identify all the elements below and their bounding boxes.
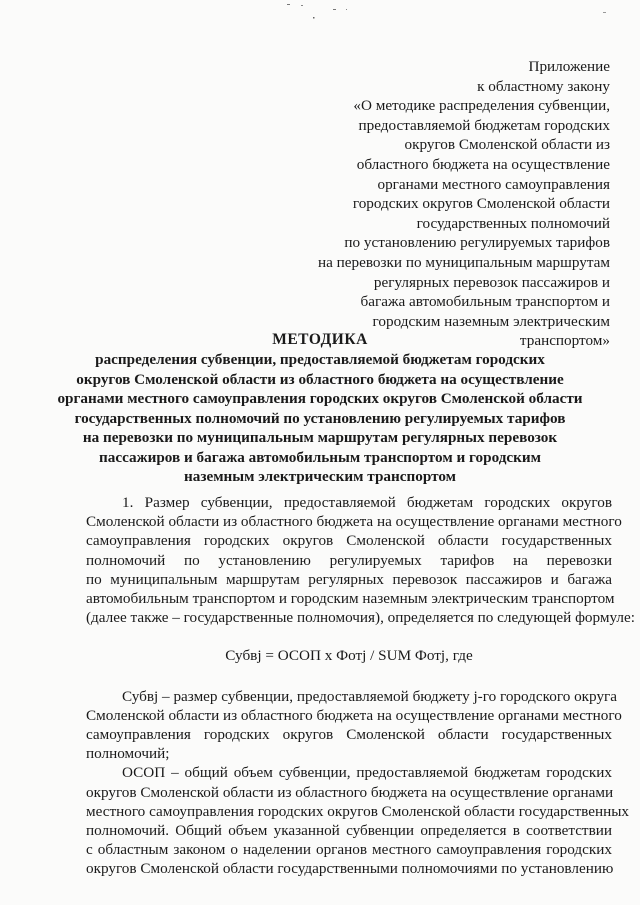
paragraph-osop-definition [86, 763, 630, 878]
body-line: округов Смоленской области государственными полномочиями по установлению [86, 860, 614, 878]
body-line: полномочий; [86, 745, 170, 763]
appendix-line: транспортом» [519, 332, 610, 350]
scan-specks [0, 0, 640, 40]
appendix-line: к областному закону [477, 77, 610, 95]
subtitle-line: пассажиров и багажа автомобильным транспортом и городским [98, 448, 542, 466]
body-line: ОСОП – общий объем субвенции, предоставляемой бюджетам городских [122, 764, 612, 782]
body-line: округов Смоленской области из областного бюджета на осуществление органами [86, 783, 614, 801]
appendix-line: регулярных перевозок пассажиров и [373, 273, 610, 291]
body-line: с областным законом о наделении органов местного самоуправления городских [86, 841, 612, 859]
body-line: полномочий по установлению регулируемых тарифов на перевозки [86, 551, 612, 569]
appendix-header [290, 57, 610, 351]
subtitle-line: наземным электрическим транспортом [184, 468, 456, 485]
body-line: по муниципальным маршрутам регулярных перевозок пассажиров и багажа [86, 570, 612, 588]
subtitle-line: государственных полномочий по установлению регулируемых тарифов [74, 409, 566, 427]
document-title: МЕТОДИКА [272, 331, 368, 348]
subtitle-line: органами местного самоуправления городских округов Смоленской области [57, 390, 583, 407]
appendix-line: по установлению регулируемых тарифов [344, 234, 610, 252]
appendix-line: Приложение [528, 58, 610, 75]
appendix-line: «О методике распределения субвенции, [353, 97, 610, 115]
document-subtitle [40, 350, 600, 487]
body-line: Смоленской области из областного бюджета на осуществление органами местного [86, 513, 622, 531]
body-line: автомобильным транспортом и городским наземным электрическим транспортом [86, 590, 615, 608]
appendix-line: городским наземным электрическим [372, 312, 610, 330]
subtitle-line: округов Смоленской области из областного бюджета на осуществление [76, 370, 564, 388]
appendix-line: областного бюджета на осуществление [356, 155, 610, 173]
appendix-line: государственных полномочий [416, 214, 610, 232]
body-line: самоуправления городских округов Смоленской области государственных [86, 532, 612, 550]
appendix-line: предоставляемой бюджетам городских [358, 116, 610, 134]
appendix-line: багажа автомобильным транспортом и [360, 293, 610, 311]
subtitle-line: на перевозки по муниципальным маршрутам регулярных перевозок [82, 429, 558, 446]
appendix-line: органами местного самоуправления [377, 175, 610, 193]
body-line: местного самоуправления городских округов Смоленской области государственных [86, 802, 630, 820]
appendix-line: округов Смоленской области из [404, 136, 610, 154]
body-line: Смоленской области из областного бюджета на осуществление органами местного [86, 706, 622, 724]
body-line: Субвj – размер субвенции, предоставляемой бюджету j-го городского округа [122, 687, 618, 705]
paragraph-size-definition [86, 493, 635, 627]
appendix-line: городских округов Смоленской области [352, 195, 610, 213]
formula: Субвj = ОСОП х Фотj / SUM Фотj, где [225, 647, 473, 665]
paragraph-subv-definition [86, 687, 622, 764]
body-line: 1. Размер субвенции, предоставляемой бюджетам городских округов [122, 494, 612, 511]
subtitle-line: распределения субвенции, предоставляемой бюджетам городских [95, 351, 545, 368]
body-line: (далее также – государственные полномочия), определяется по следующей формуле: [86, 609, 635, 627]
body-line: полномочий. Общий объем указанной субвенции определяется в соответствии [86, 822, 612, 840]
body-line: самоуправления городских округов Смоленской области государственных [86, 726, 612, 744]
appendix-line: на перевозки по муниципальным маршрутам [317, 253, 610, 271]
document-body [86, 493, 635, 879]
